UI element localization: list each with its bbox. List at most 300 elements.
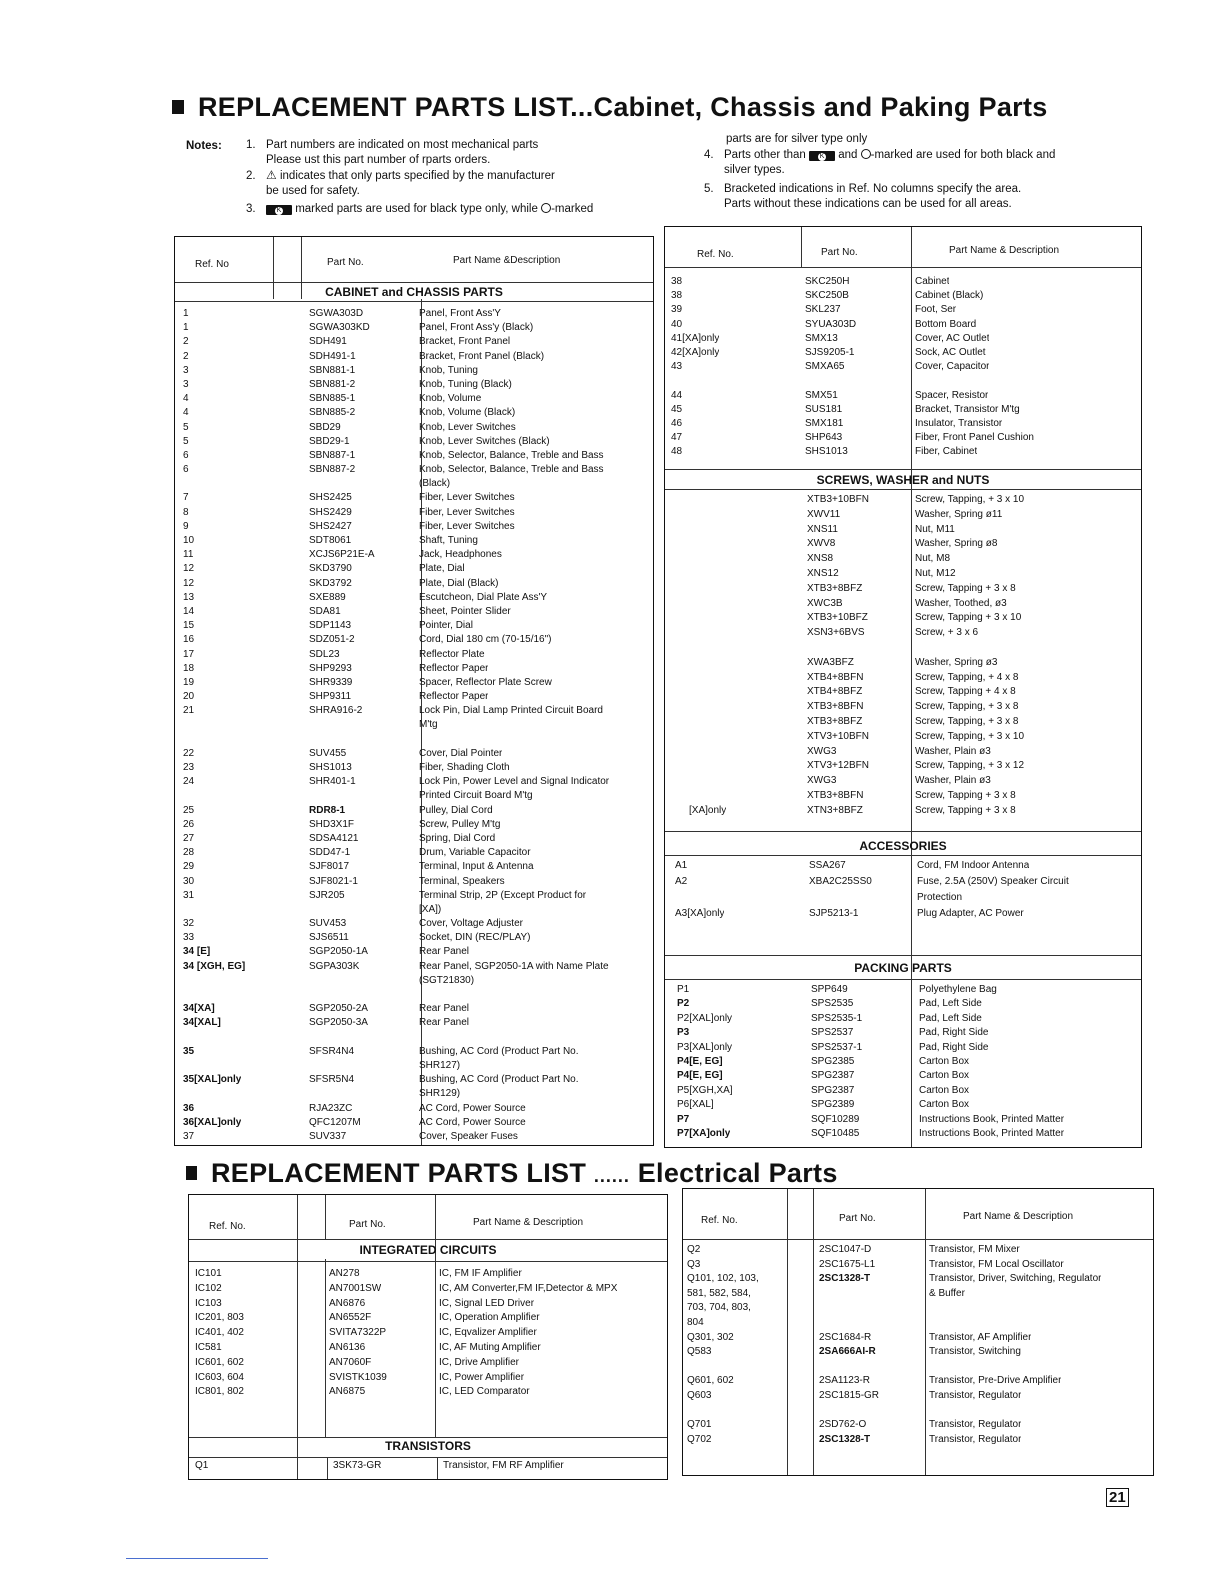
ref-cell: Q583 bbox=[687, 1346, 712, 1358]
ref-cell: P2 bbox=[677, 998, 690, 1010]
ref-cell: 22 bbox=[183, 747, 195, 759]
description-cell: IC, Operation Amplifier bbox=[439, 1312, 540, 1324]
description-cell: [XA]) bbox=[419, 903, 442, 915]
table-row bbox=[175, 449, 653, 463]
part-no-cell: SPS2537-1 bbox=[811, 1041, 863, 1053]
table-row bbox=[175, 903, 653, 917]
table-row bbox=[175, 321, 653, 335]
part-no-cell: XCJS6P21E-A bbox=[309, 549, 375, 561]
ref-cell: Q1 bbox=[195, 1460, 209, 1471]
ref-cell: 25 bbox=[183, 804, 195, 816]
table-row bbox=[683, 1404, 1153, 1419]
description-cell: Plate, Dial (Black) bbox=[419, 577, 499, 589]
table-row bbox=[175, 917, 653, 931]
description-cell: IC, FM IF Amplifier bbox=[439, 1268, 522, 1279]
table-row bbox=[665, 303, 1141, 317]
part-no-cell: SKC250H bbox=[805, 276, 850, 287]
note-4 bbox=[704, 148, 1055, 178]
ref-cell: IC103 bbox=[195, 1297, 222, 1309]
table-row bbox=[665, 656, 1141, 671]
description-cell: Printed Circuit Board M'tg bbox=[419, 790, 533, 802]
title-text: REPLACEMENT PARTS LIST bbox=[211, 1158, 587, 1188]
note-text: and bbox=[838, 149, 858, 161]
table-row bbox=[175, 960, 653, 974]
ref-cell: 42[XA]only bbox=[671, 346, 720, 358]
footer-line bbox=[126, 1558, 268, 1559]
table-row bbox=[175, 846, 653, 860]
part-no-cell: XWC3B bbox=[807, 597, 843, 609]
part-no-cell: XTB3+8BFN bbox=[807, 789, 864, 801]
table-row bbox=[189, 1341, 667, 1356]
table-row bbox=[665, 374, 1141, 388]
ref-cell: P4[E, EG] bbox=[677, 1070, 723, 1082]
table-row bbox=[175, 307, 653, 321]
description-cell: Bottom Board bbox=[915, 318, 977, 330]
part-no-cell: XWV11 bbox=[807, 508, 841, 520]
table-row bbox=[189, 1297, 667, 1312]
description-cell: Insulator, Transistor bbox=[915, 417, 1003, 429]
table-row bbox=[175, 889, 653, 903]
ref-cell: 16 bbox=[183, 634, 195, 646]
description-cell: Washer, Spring ø3 bbox=[915, 656, 998, 668]
description-cell: Screw, Tapping + 3 x 8 bbox=[915, 804, 1016, 816]
description-cell: Rear Panel, SGP2050-1A with Name Plate bbox=[419, 960, 609, 972]
table-row bbox=[175, 1130, 653, 1144]
part-no-cell: SBN881-2 bbox=[309, 378, 356, 390]
part-no-cell: SPG2387 bbox=[811, 1070, 855, 1082]
description-cell: Drum, Variable Capacitor bbox=[419, 847, 531, 859]
accessory-rows bbox=[665, 859, 1141, 923]
cabinet-parts-table-2 bbox=[664, 226, 1142, 1148]
part-no-cell: SKL237 bbox=[805, 304, 841, 316]
description-cell: Spacer, Resistor bbox=[915, 389, 989, 401]
description-cell: Washer, Spring ø8 bbox=[915, 538, 998, 550]
description-cell: Screw, Tapping, + 4 x 8 bbox=[915, 671, 1019, 683]
ref-cell: IC102 bbox=[195, 1282, 222, 1294]
part-no-cell: RJA23ZC bbox=[309, 1102, 353, 1114]
part-no-cell: 2SC1684-R bbox=[819, 1331, 872, 1343]
table-row bbox=[665, 759, 1141, 774]
table-row bbox=[665, 275, 1141, 289]
table-row bbox=[665, 907, 1141, 923]
description-cell: Screw, Tapping, + 3 x 10 bbox=[915, 494, 1025, 505]
part-no-cell: SGWA303D bbox=[309, 308, 364, 319]
description-cell: Screw, Pulley M'tg bbox=[419, 818, 501, 830]
part-no-cell: SPG2387 bbox=[811, 1084, 855, 1096]
part-no-cell: SPS2535-1 bbox=[811, 1012, 863, 1024]
part-no-cell: SHP9293 bbox=[309, 662, 352, 674]
description-cell: Knob, Volume (Black) bbox=[419, 407, 516, 419]
column-header-description: Part Name & Description bbox=[963, 1211, 1074, 1222]
note-text: marked parts are used for black type only, while bbox=[295, 203, 538, 215]
part-no-cell: AN278 bbox=[329, 1268, 360, 1279]
part-no-cell: SDA81 bbox=[309, 605, 341, 617]
part-no-cell: SKD3790 bbox=[309, 563, 352, 575]
table-row bbox=[665, 582, 1141, 597]
table-row bbox=[665, 552, 1141, 567]
ref-cell: 23 bbox=[183, 762, 195, 773]
description-cell: Nut, M12 bbox=[915, 567, 956, 579]
table-row bbox=[665, 389, 1141, 403]
ref-cell: 12 bbox=[183, 577, 195, 589]
table-row bbox=[175, 1045, 653, 1059]
table-row bbox=[665, 789, 1141, 804]
table-row bbox=[665, 346, 1141, 360]
description-cell: Fiber, Lever Switches bbox=[419, 492, 515, 504]
ref-cell: IC581 bbox=[195, 1341, 222, 1353]
part-no-cell: 3SK73-GR bbox=[333, 1460, 382, 1471]
ref-cell: 9 bbox=[183, 520, 189, 532]
electrical-table-left bbox=[188, 1194, 668, 1480]
ref-cell: 37 bbox=[183, 1130, 195, 1142]
ref-cell: IC603, 604 bbox=[195, 1371, 244, 1383]
table-row bbox=[175, 718, 653, 732]
description-cell: Transistor, FM RF Amplifier bbox=[443, 1460, 564, 1471]
table-row bbox=[665, 1012, 1141, 1026]
ref-cell: P2[XAL]only bbox=[677, 1012, 733, 1024]
part-no-cell: SBN881-1 bbox=[309, 364, 356, 376]
description-cell: IC, Signal LED Driver bbox=[439, 1297, 535, 1309]
note-text: -marked bbox=[551, 203, 594, 215]
description-cell: Transistor, Switching bbox=[929, 1346, 1021, 1358]
ref-cell: [XA]only bbox=[689, 804, 727, 816]
part-no-cell: XTN3+8BFZ bbox=[807, 804, 863, 816]
ref-cell: 34[XAL] bbox=[183, 1017, 221, 1029]
part-no-cell: AN7001SW bbox=[329, 1282, 382, 1294]
part-no-cell: SHS2425 bbox=[309, 492, 352, 504]
table-row bbox=[175, 1073, 653, 1087]
ref-cell: 48 bbox=[671, 446, 683, 458]
ref-cell: 7 bbox=[183, 492, 189, 504]
table-row bbox=[665, 745, 1141, 760]
table-row bbox=[175, 534, 653, 548]
part-no-cell: SGWA303KD bbox=[309, 322, 370, 334]
ref-cell: P3[XAL]only bbox=[677, 1041, 733, 1053]
description-cell: Knob, Selector, Balance, Treble and Bass bbox=[419, 449, 604, 461]
cabinet-parts-table bbox=[174, 236, 654, 1146]
table-row bbox=[189, 1282, 667, 1297]
note-text: Part numbers are indicated on most mechanical parts bbox=[266, 139, 539, 151]
description-cell: Instructions Book, Printed Matter bbox=[919, 1113, 1065, 1125]
bullet-icon bbox=[186, 1166, 197, 1180]
part-no-cell: AN7060F bbox=[329, 1356, 372, 1368]
description-cell: Bushing, AC Cord (Product Part No. bbox=[419, 1045, 579, 1057]
note-text: Bracketed indications in Ref. No columns specify the area. bbox=[724, 183, 1022, 195]
table-row bbox=[665, 1084, 1141, 1098]
table-row bbox=[665, 859, 1141, 875]
note-text: Parts without these indications can be used for all areas. bbox=[724, 198, 1012, 210]
ref-cell: Q2 bbox=[687, 1244, 701, 1255]
table-row bbox=[175, 875, 653, 889]
ref-cell: IC401, 402 bbox=[195, 1327, 244, 1339]
table-row bbox=[175, 733, 653, 747]
description-cell: Knob, Lever Switches (Black) bbox=[419, 435, 550, 447]
ref-cell: 35 bbox=[183, 1045, 195, 1057]
description-cell: & Buffer bbox=[929, 1287, 965, 1299]
ref-cell: 581, 582, 584, bbox=[687, 1287, 751, 1299]
part-no-cell: 2SD762-O bbox=[819, 1419, 867, 1431]
part-no-cell: SMXA65 bbox=[805, 361, 845, 373]
table-row bbox=[175, 435, 653, 449]
ref-cell: 34 [E] bbox=[183, 946, 211, 958]
description-cell: Cover, Speaker Fuses bbox=[419, 1130, 518, 1142]
part-no-cell: SHP643 bbox=[805, 432, 843, 444]
description-cell: AC Cord, Power Source bbox=[419, 1102, 526, 1114]
note-text: parts are for silver type only bbox=[726, 133, 868, 145]
table-row bbox=[665, 875, 1141, 891]
table-row bbox=[665, 1113, 1141, 1127]
table-row bbox=[665, 567, 1141, 582]
ref-cell: 41[XA]only bbox=[671, 332, 720, 344]
table-row bbox=[665, 611, 1141, 626]
ref-cell: 36[XAL]only bbox=[183, 1116, 242, 1128]
part-no-cell: SGP2050-3A bbox=[309, 1017, 368, 1029]
section-screws: SCREWS, WASHER and NUTS bbox=[816, 473, 990, 487]
table-row bbox=[175, 860, 653, 874]
ref-cell: 3 bbox=[183, 378, 189, 390]
ref-cell: A3[XA]only bbox=[675, 908, 725, 919]
table-row bbox=[665, 641, 1141, 656]
table-row bbox=[683, 1331, 1153, 1346]
description-cell: Lock Pin, Power Level and Signal Indicator bbox=[419, 776, 610, 788]
part-no-cell: XTB3+10BFZ bbox=[807, 612, 868, 624]
part-no-cell: SUS181 bbox=[805, 403, 843, 415]
ref-cell: 35[XAL]only bbox=[183, 1074, 242, 1086]
part-no-cell: AN6552F bbox=[329, 1312, 372, 1324]
description-cell: Cord, Dial 180 cm (70-15/16") bbox=[419, 634, 552, 646]
part-no-cell: XWG3 bbox=[807, 745, 837, 757]
table-row bbox=[175, 520, 653, 534]
part-no-cell: SDP1143 bbox=[309, 620, 352, 632]
part-no-cell: AN6875 bbox=[329, 1386, 366, 1398]
description-cell: Washer, Plain ø3 bbox=[915, 775, 991, 787]
part-no-cell: SUV455 bbox=[309, 747, 347, 759]
note-text: be used for safety. bbox=[266, 185, 360, 197]
table-row bbox=[665, 715, 1141, 730]
table-row bbox=[665, 891, 1141, 907]
description-cell: IC, LED Comparator bbox=[439, 1386, 530, 1398]
table-row bbox=[189, 1311, 667, 1326]
table-row bbox=[175, 1016, 653, 1030]
table-row bbox=[189, 1326, 667, 1341]
table-row bbox=[175, 775, 653, 789]
table-row bbox=[175, 562, 653, 576]
part-no-cell: 2SA666AI-R bbox=[819, 1346, 876, 1358]
part-no-cell: SMX51 bbox=[805, 389, 838, 401]
table-row bbox=[175, 421, 653, 435]
part-no-cell: SBN885-2 bbox=[309, 407, 356, 419]
ref-cell: 5 bbox=[183, 421, 189, 433]
note-3 bbox=[246, 202, 593, 217]
part-no-cell: XWV8 bbox=[807, 538, 836, 550]
part-no-cell: SDSA4121 bbox=[309, 832, 359, 844]
part-no-cell: SFSR4N4 bbox=[309, 1045, 355, 1057]
part-no-cell: SYUA303D bbox=[805, 318, 857, 330]
description-cell: SHR127) bbox=[419, 1059, 461, 1071]
ref-cell: Q702 bbox=[687, 1433, 712, 1445]
table-row bbox=[683, 1287, 1153, 1302]
description-cell: Screw, Tapping, + 3 x 12 bbox=[915, 760, 1025, 772]
part-no-cell: SBD29-1 bbox=[309, 435, 350, 447]
ref-cell: 31 bbox=[183, 889, 195, 901]
table-row bbox=[683, 1301, 1153, 1316]
ref-cell: Q701 bbox=[687, 1419, 712, 1431]
ref-cell: P7 bbox=[677, 1113, 690, 1125]
ref-cell: 2 bbox=[183, 336, 189, 348]
description-cell: M'tg bbox=[419, 719, 438, 731]
part-no-cell: SHS1013 bbox=[309, 762, 352, 773]
note-text: indicates that only parts specified by the manufacturer bbox=[279, 170, 555, 182]
table-row bbox=[665, 523, 1141, 538]
part-no-cell: 2SC1047-D bbox=[819, 1244, 872, 1255]
ref-cell: 38 bbox=[671, 290, 683, 302]
description-cell: Bushing, AC Cord (Product Part No. bbox=[419, 1074, 579, 1086]
ref-cell: 18 bbox=[183, 662, 195, 674]
notes-block bbox=[186, 133, 1146, 222]
ref-cell: 39 bbox=[671, 304, 683, 316]
ref-cell: P5[XGH,XA] bbox=[677, 1084, 733, 1096]
part-no-cell: SBD29 bbox=[309, 421, 341, 433]
description-cell: Socket, DIN (REC/PLAY) bbox=[419, 932, 531, 944]
table-row bbox=[175, 591, 653, 605]
ref-cell: 46 bbox=[671, 417, 683, 429]
description-cell: Terminal Strip, 2P (Except Product for bbox=[419, 889, 587, 901]
table-row bbox=[175, 974, 653, 988]
table-row bbox=[175, 548, 653, 562]
table-row bbox=[665, 700, 1141, 715]
note-text: Please ust this part number of rparts orders. bbox=[266, 154, 491, 166]
table-row bbox=[175, 1102, 653, 1116]
ref-cell: 3 bbox=[183, 364, 189, 376]
part-no-cell: SGPA303K bbox=[309, 960, 360, 972]
column-header-ref: Ref. No. bbox=[697, 249, 734, 260]
description-cell: Pulley, Dial Cord bbox=[419, 804, 493, 816]
part-no-cell: XTB3+8BFZ bbox=[807, 715, 863, 727]
description-cell: Transistor, Regulator bbox=[929, 1419, 1022, 1431]
description-cell: IC, Power Amplifier bbox=[439, 1371, 525, 1383]
description-cell: Cabinet (Black) bbox=[915, 290, 984, 302]
ref-cell: 12 bbox=[183, 563, 195, 575]
page-title bbox=[172, 92, 1048, 123]
description-cell: Cover, AC Outlet bbox=[915, 332, 990, 344]
part-no-cell: AN6136 bbox=[329, 1341, 366, 1353]
description-cell: Pad, Left Side bbox=[919, 998, 982, 1010]
ref-cell: 6 bbox=[183, 449, 189, 461]
ref-cell: 2 bbox=[183, 350, 189, 362]
part-no-cell: RDR8-1 bbox=[309, 804, 346, 816]
ref-cell: Q3 bbox=[687, 1258, 701, 1270]
part-no-cell: SHS1013 bbox=[805, 446, 848, 458]
ref-cell: A1 bbox=[675, 860, 688, 871]
description-cell: IC, Drive Amplifier bbox=[439, 1356, 520, 1368]
part-no-cell: XTV3+10BFN bbox=[807, 730, 869, 742]
part-no-cell: SJS9205-1 bbox=[805, 346, 855, 358]
description-cell: Fuse, 2.5A (250V) Speaker Circuit bbox=[917, 876, 1069, 887]
ref-cell: P3 bbox=[677, 1027, 690, 1039]
description-cell: Carton Box bbox=[919, 1070, 970, 1082]
table-row bbox=[175, 633, 653, 647]
part-no-cell: SJR205 bbox=[309, 889, 345, 901]
table-row bbox=[665, 997, 1141, 1011]
description-cell: Transistor, Regulator bbox=[929, 1433, 1022, 1445]
table-row bbox=[175, 945, 653, 959]
part-no-cell: SHD3X1F bbox=[309, 818, 355, 830]
description-cell: Rear Panel bbox=[419, 946, 470, 958]
title-text: REPLACEMENT PARTS LIST...Cabinet, Chassis and Paking Parts bbox=[198, 92, 1048, 122]
description-cell: Washer, Toothed, ø3 bbox=[915, 597, 1007, 609]
table-row bbox=[683, 1374, 1153, 1389]
part-no-cell: XNS12 bbox=[807, 567, 839, 579]
title-dots: ...... bbox=[593, 1166, 630, 1186]
description-cell: Nut, M8 bbox=[915, 553, 951, 565]
part-no-cell: 2SC1328-T bbox=[819, 1433, 871, 1445]
description-cell: Knob, Tuning bbox=[419, 364, 478, 376]
part-no-cell: SUV453 bbox=[309, 918, 347, 930]
ref-cell: 47 bbox=[671, 432, 683, 444]
part-no-cell: SHS2427 bbox=[309, 520, 352, 532]
table-row bbox=[175, 988, 653, 1002]
part-no-cell: SSA267 bbox=[809, 860, 846, 871]
description-cell: Terminal, Speakers bbox=[419, 875, 505, 887]
description-cell: Transistor, Driver, Switching, Regulator bbox=[929, 1273, 1102, 1285]
screw-rows bbox=[665, 493, 1141, 819]
description-cell: Carton Box bbox=[919, 1099, 970, 1111]
description-cell: Cabinet bbox=[915, 276, 950, 287]
description-cell: Plug Adapter, AC Power bbox=[917, 908, 1024, 919]
ref-cell: 703, 704, 803, bbox=[687, 1302, 751, 1314]
section-cabinet-chassis: CABINET and CHASSIS PARTS bbox=[325, 285, 503, 299]
silver-type-icon bbox=[861, 149, 871, 159]
part-no-cell: SDZ051-2 bbox=[309, 634, 355, 646]
description-cell: Transistor, Regulator bbox=[929, 1389, 1022, 1401]
description-cell: Fiber, Lever Switches bbox=[419, 506, 515, 518]
table-row bbox=[665, 332, 1141, 346]
ref-cell: IC601, 602 bbox=[195, 1356, 244, 1368]
table-row bbox=[665, 431, 1141, 445]
column-header-part-no: Part No. bbox=[839, 1213, 876, 1224]
part-no-cell: SVITA7322P bbox=[329, 1327, 387, 1339]
description-cell: Sheet, Pointer Slider bbox=[419, 605, 511, 617]
description-cell: Rear Panel bbox=[419, 1017, 470, 1029]
description-cell: Screw, Tapping + 3 x 8 bbox=[915, 789, 1016, 801]
part-no-cell: SQF10289 bbox=[811, 1113, 860, 1125]
table-row bbox=[175, 577, 653, 591]
part-no-cell: SBN887-1 bbox=[309, 449, 356, 461]
table-row bbox=[175, 1059, 653, 1073]
description-cell: Transistor, Pre-Drive Amplifier bbox=[929, 1375, 1062, 1387]
ref-cell: 804 bbox=[687, 1316, 704, 1328]
part-no-cell: SQF10485 bbox=[811, 1127, 860, 1139]
table-row bbox=[189, 1267, 667, 1282]
description-cell: Pointer, Dial bbox=[419, 620, 473, 632]
part-no-cell: SGP2050-1A bbox=[309, 946, 368, 958]
description-cell: Reflector Paper bbox=[419, 691, 489, 703]
table-row bbox=[665, 1127, 1141, 1141]
part-no-cell: XWA3BFZ bbox=[807, 656, 854, 668]
ref-cell: 6 bbox=[183, 464, 189, 476]
table-row bbox=[683, 1258, 1153, 1273]
ref-cell: 45 bbox=[671, 403, 683, 415]
column-header-part-no: Part No. bbox=[327, 257, 364, 268]
table-row bbox=[175, 477, 653, 491]
table-row bbox=[175, 704, 653, 718]
part-no-cell: XNS8 bbox=[807, 553, 834, 565]
table-row bbox=[175, 818, 653, 832]
table-row bbox=[175, 392, 653, 406]
table-row bbox=[175, 1116, 653, 1130]
part-no-cell: SMX181 bbox=[805, 417, 844, 429]
description-cell: Transistor, FM Mixer bbox=[929, 1244, 1020, 1255]
